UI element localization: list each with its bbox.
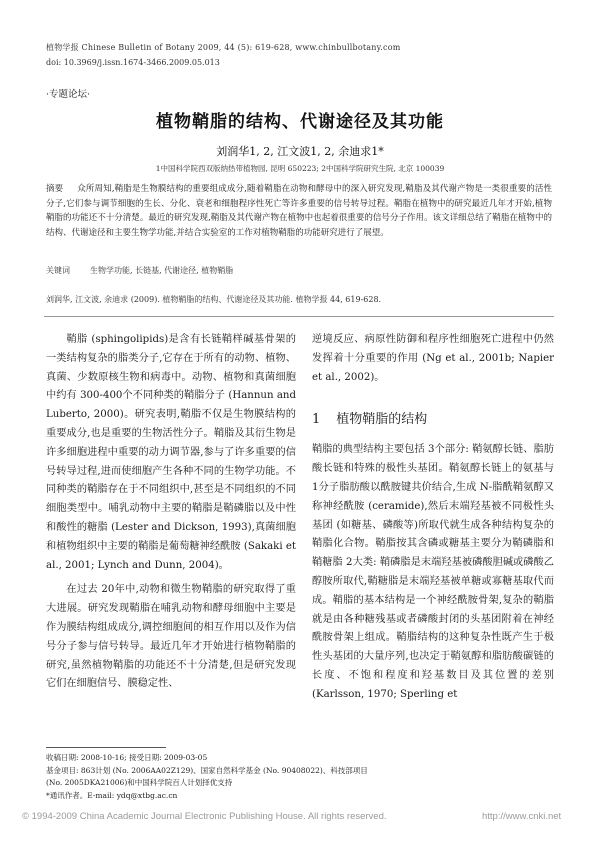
section-heading bbox=[312, 411, 554, 429]
doi-line: doi: 10.3969/j.issn.1674-3466.2009.05.013 bbox=[46, 58, 220, 67]
body-paragraph: 在过去 20年中,动物和微生物鞘脂的研究取得了重大进展。研究发现鞘脂在哺乳动物和酵母细胞中主要是作为膜结构组成成分,调控细胞间的相互作用以及作为信号分子参与信号转导。最近几年才开始进行植物鞘脂的研究,虽然植物鞘脂的功能还不十分清楚,但是研究发现它们在细胞信号、膜稳定性、 bbox=[46, 584, 296, 690]
abstract-text: 众所周知,鞘脂是生物膜结构的重要组成成分,随着鞘脂在动物和酵母中的深入研究发现,鞘脂及其代谢产物是一类很重要的活性分子,它们参与调节细胞的生长、分化、衰老和细胞程序性死亡等许多重要的信号转导过程。鞘脂在植物中的研究最近几年才开始,植物鞘脂的功能还不十分清楚。最近的研究发现,鞘脂及其代谢产物在植物中也起着很重要的信号分子作用。该文详细总结了鞘脂在植物中的结构、代谢途径和主要生物学功能,并结合实验室的工作对植物鞘脂的功能研究进行了展望。 bbox=[46, 184, 552, 238]
footnote-funding: 基金项目: 863计划 (No. 2006AA02Z129)、国家自然科学基金 (No. 90408022)、科技部项目 (No. 2005DKA21006)和中国科学院百人计划择优支持 bbox=[46, 765, 368, 788]
citation: 刘润华, 江文波, 余迪求 (2009). 植物鞘脂的结构、代谢途径及其功能. 植物学报 44, 619-628. bbox=[46, 295, 382, 304]
header-divider bbox=[44, 316, 554, 317]
keywords bbox=[46, 265, 233, 276]
copyright-notice: © 1994-2009 China Academic Journal Electronic Publishing House. All rights reserved. bbox=[22, 811, 387, 822]
section-title: 植物鞘脂的结构 bbox=[336, 412, 428, 428]
body-paragraph: 鞘脂的典型结构主要包括 3个部分: 鞘氨醇长链、脂肪酸长链和特殊的极性头基团。鞘氨醇长链上的氨基与 1分子脂肪酸以酰胺键共价结合,生成 N-脂酰鞘氨醇又称神经酰胺 (ceramide),然后末端羟基被不同极性头基团 (如糖基、磷酸等)所取代就生成各种结构复杂的鞘脂化合物。鞘脂按其含磷或糖基主要分为鞘磷脂和鞘糖脂 2大类: 鞘磷脂是末端羟基被磷酸胆碱或磷酸乙醇胺所取代,鞘糖脂是末端羟基被单糖或寡糖基取代而成。鞘脂的基本结构是一个神经酰胺骨架,复杂的鞘脂就是由各种糖残基或者磷酸封闭的头基团附着在神经酰胺骨架上组成。鞘脂结构的这种复杂性既产生于极性头基团的大量序列,也决定于鞘氨醇和脂肪酸碳链的长度、不饱和程度和羟基数目及其位置的差别 (Karlsson, 1970; Sperling et bbox=[312, 444, 554, 700]
body-right-column bbox=[312, 331, 554, 705]
journal-header: 植物学报 Chinese Bulletin of Botany 2009, 44 (5): 619-628, www.chinbullbotany.com bbox=[46, 43, 401, 52]
section-number: 1 bbox=[312, 412, 321, 428]
paper-title: 植物鞘脂的结构、代谢途径及其功能 bbox=[156, 112, 444, 132]
abstract bbox=[46, 182, 552, 240]
authors: 刘润华1, 2, 江文波1, 2, 余迪求1* bbox=[216, 145, 384, 158]
cnki-link[interactable]: http://www.cnki.net bbox=[482, 811, 562, 822]
keywords-label: 关键词 bbox=[46, 266, 70, 275]
footnotes bbox=[46, 752, 376, 802]
footnote-rule bbox=[46, 747, 166, 748]
footnote-dates: 收稿日期: 2008-10-16; 接受日期: 2009-03-05 bbox=[46, 753, 208, 762]
footnote-corresponding: *通讯作者。E-mail: ydq@xtbg.ac.cn bbox=[46, 790, 178, 800]
body-paragraph: 鞘脂 (sphingolipids)是含有长链鞘样碱基骨架的一类结构复杂的脂类分子,它存在于所有的动物、植物、真菌、少数原核生物和病毒中。动物、植物和真菌细胞中约有 300-400个不同种类的鞘脂分子 (Hannun and Luberto, 2000)。研究表明,鞘脂不仅是生物膜结构的重要成分,也是重要的生物活性分子。鞘脂及其衍生物是许多细胞进程中重要的动力调节器,参与了许多重要的信号转导过程,进而使细胞产生各种不同的生物学功能。不同种类的鞘脂存在于不同组织中,甚至是不同组织的不同细胞类型中。哺乳动物中主要的鞘脂是鞘磷脂以及中性和酸性的糖脂 (Lester and Dickson, 1993),真菌细胞和植物组织中主要的鞘脂是葡萄糖神经酰胺 (Sakaki et al., 2001; Lynch and Dunn, 2004)。 bbox=[46, 334, 296, 571]
body-left-column bbox=[46, 331, 296, 694]
keywords-text: 生物学功能, 长链基, 代谢途径, 植物鞘脂 bbox=[90, 266, 234, 275]
affiliations: 1中国科学院西双版纳热带植物园, 昆明 650223; 2中国科学院研究生院, 北京 100039 bbox=[155, 164, 445, 173]
abstract-label: 摘要 bbox=[46, 184, 64, 194]
section-tag: ·专题论坛· bbox=[46, 89, 91, 100]
body-paragraph: 逆境反应、病原性防御和程序性细胞死亡进程中仍然发挥着十分重要的作用 (Ng et al., 2001b; Napier et al., 2002)。 bbox=[312, 334, 554, 383]
